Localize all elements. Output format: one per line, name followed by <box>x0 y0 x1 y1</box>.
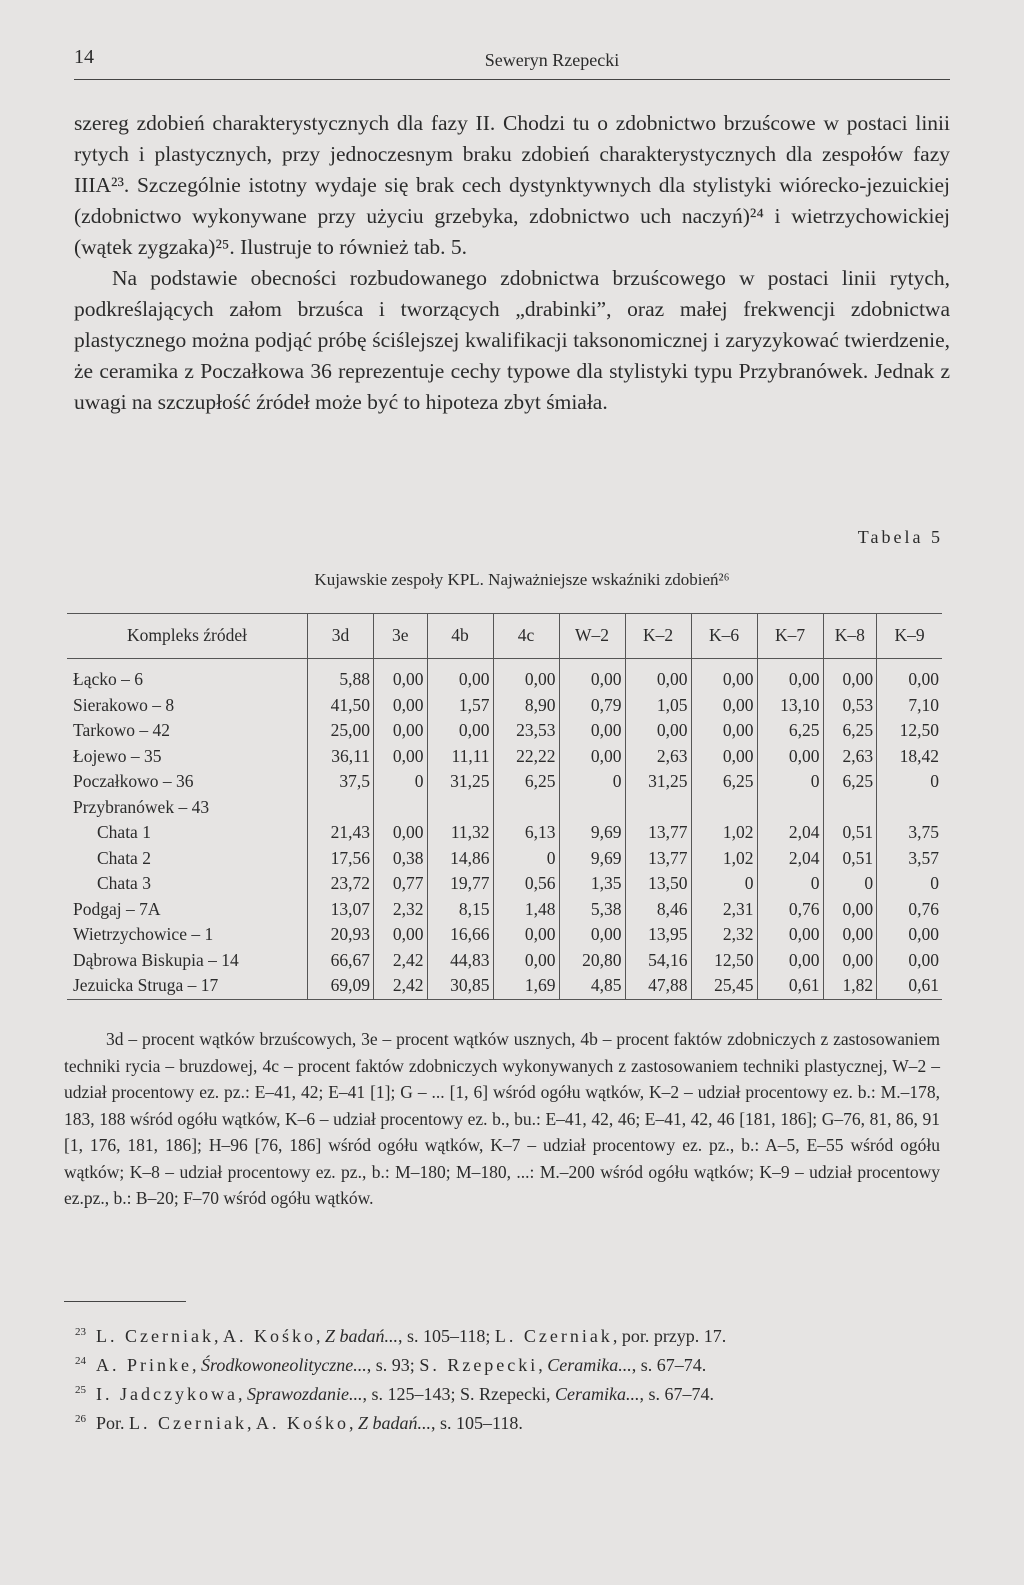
table-cell: 6,25 <box>493 769 559 795</box>
work-title: Sprawozdanie... <box>246 1384 363 1404</box>
row-label: Podgaj – 7A <box>73 898 161 919</box>
table-cell: 23,53 <box>493 718 559 744</box>
table-row <box>67 744 942 770</box>
table-cell: 0,00 <box>757 659 823 693</box>
table-cell: 0,00 <box>691 718 757 744</box>
table-cell: 0 <box>493 846 559 872</box>
table-cell: 0 <box>823 871 877 897</box>
table-cell: 6,25 <box>691 769 757 795</box>
table-cell: 2,04 <box>757 846 823 872</box>
table-cell: 2,31 <box>691 897 757 923</box>
table-cell: 0,00 <box>374 659 428 693</box>
table-cell: 18,42 <box>877 744 942 770</box>
row-label: Przybranówek – 43 <box>73 796 210 817</box>
table-label: Tabela 5 <box>857 527 943 547</box>
table-cell: 0,00 <box>691 693 757 719</box>
footnote-text: , s. 67–74. <box>631 1355 707 1375</box>
author-name: L. Czerniak <box>494 1326 613 1346</box>
table-cell: 0,00 <box>823 948 877 974</box>
table-cell <box>374 795 428 821</box>
col-header: 4c <box>493 614 559 659</box>
footnote-text: , <box>315 1326 325 1346</box>
running-title: Seweryn Rzepecki <box>484 50 620 70</box>
table-cell: 0,38 <box>374 846 428 872</box>
col-header: Kompleks źródeł <box>67 614 308 659</box>
table-cell <box>427 795 493 821</box>
author-name: A. Prinke <box>96 1355 192 1375</box>
table-row <box>67 795 942 821</box>
table-cell: 8,15 <box>427 897 493 923</box>
col-header: K–6 <box>691 614 757 659</box>
table-cell: 0,00 <box>691 659 757 693</box>
table-cell: 0,56 <box>493 871 559 897</box>
table-cell: 22,22 <box>493 744 559 770</box>
table-cell: 2,42 <box>374 948 428 974</box>
table-cell: 1,02 <box>691 820 757 846</box>
col-header: K–8 <box>823 614 877 659</box>
table-cell: 0,00 <box>374 744 428 770</box>
table-cell: 2,04 <box>757 820 823 846</box>
work-title: Ceramika... <box>554 1384 640 1404</box>
table-cell: 69,09 <box>308 973 374 999</box>
table-cell: 0 <box>877 769 942 795</box>
table-cell: 0 <box>691 871 757 897</box>
table-cell: 11,11 <box>427 744 493 770</box>
table-cell: 0,76 <box>757 897 823 923</box>
table-cell <box>559 795 625 821</box>
footnote-text: , s. 105–118. <box>431 1413 523 1433</box>
work-title: Środkowoneolityczne... <box>201 1355 367 1375</box>
running-header <box>74 46 950 76</box>
table-cell: 25,45 <box>691 973 757 999</box>
table-caption: Kujawskie zespoły KPL. Najważniejsze wskaźniki zdobień²⁶ <box>314 570 730 589</box>
table-cell: 1,02 <box>691 846 757 872</box>
table-cell: 0,61 <box>757 973 823 999</box>
work-title: Ceramika... <box>547 1355 632 1375</box>
col-header: K–2 <box>625 614 691 659</box>
footnote-number: 26 <box>75 1413 86 1425</box>
table-cell <box>691 795 757 821</box>
table-row <box>67 769 942 795</box>
author-name: L. Czerniak <box>129 1413 247 1433</box>
table-cell: 0,00 <box>823 897 877 923</box>
table-cell: 0,79 <box>559 693 625 719</box>
col-header: K–9 <box>877 614 942 659</box>
row-label: Chata 1 <box>97 822 151 842</box>
table-row <box>67 718 942 744</box>
table-cell: 0,00 <box>374 718 428 744</box>
footnote-text: , por. przyp. 17. <box>612 1326 727 1346</box>
table-row <box>67 693 942 719</box>
table-cell: 0,76 <box>877 897 942 923</box>
col-header: W–2 <box>559 614 625 659</box>
col-header: K–7 <box>757 614 823 659</box>
table-cell: 0,00 <box>823 922 877 948</box>
footnote-text: , <box>349 1413 358 1433</box>
table-cell: 37,5 <box>308 769 374 795</box>
work-title: Z badań... <box>358 1413 432 1433</box>
table-cell: 6,25 <box>823 718 877 744</box>
table-cell: 0,00 <box>757 948 823 974</box>
table-cell: 3,75 <box>877 820 942 846</box>
row-label: Sierakowo – 8 <box>73 694 175 715</box>
footnote-text: , s. 105–118; <box>398 1326 495 1346</box>
row-label: Łojewo – 35 <box>73 745 162 766</box>
table-cell: 6,13 <box>493 820 559 846</box>
table-cell: 0,51 <box>823 846 877 872</box>
work-title: Z badań... <box>324 1326 398 1346</box>
table-cell: 5,38 <box>559 897 625 923</box>
table-cell: 0 <box>374 769 428 795</box>
paragraph-2: Na podstawie obecności rozbudowanego zdobnictwa brzuścowego w postaci linii rytych, podkreślających załom brzuśca i tworzących „drabinki”, oraz małej frekwencji zdobnictwa plastycznego można podjąć próbę ściślejszej kwalifikacji taksonomicznej i zaryzykować twierdzenie, że ceramika z Poczałkowa 36 reprezentuje cechy typowe dla stylistyki typu Przybranówek. Jednak z uwagi na szczupłość źródeł może być to hipoteza zbyt śmiała. <box>74 266 950 414</box>
author-name: L. Czerniak <box>96 1326 214 1346</box>
footnote-text: , <box>192 1355 201 1375</box>
table-cell <box>877 795 942 821</box>
col-header: 3e <box>374 614 428 659</box>
body-text <box>74 108 950 418</box>
table-cell: 31,25 <box>625 769 691 795</box>
table-cell: 44,83 <box>427 948 493 974</box>
table-cell: 47,88 <box>625 973 691 999</box>
author-name: I. Jadczykowa <box>96 1384 238 1404</box>
table-cell: 36,11 <box>308 744 374 770</box>
table-row <box>67 973 942 999</box>
col-header: 3d <box>308 614 374 659</box>
table-cell: 2,32 <box>691 922 757 948</box>
table-cell: 41,50 <box>308 693 374 719</box>
table-cell: 11,32 <box>427 820 493 846</box>
table-cell: 3,57 <box>877 846 942 872</box>
table-cell: 13,77 <box>625 846 691 872</box>
table-cell: 0,53 <box>823 693 877 719</box>
table-cell: 6,25 <box>757 718 823 744</box>
table-cell: 6,25 <box>823 769 877 795</box>
table-cell: 0,00 <box>374 922 428 948</box>
table-row <box>67 948 942 974</box>
table-cell: 13,95 <box>625 922 691 948</box>
table-cell: 54,16 <box>625 948 691 974</box>
table-cell: 13,10 <box>757 693 823 719</box>
table-cell: 0,00 <box>559 744 625 770</box>
row-label: Chata 3 <box>97 873 151 893</box>
table-cell: 20,80 <box>559 948 625 974</box>
table-cell: 1,48 <box>493 897 559 923</box>
table-row <box>67 897 942 923</box>
footnote-text: , s. 93; <box>366 1355 420 1375</box>
table-header-row <box>67 614 942 659</box>
footnote-text: , <box>246 1413 256 1433</box>
table-cell: 17,56 <box>308 846 374 872</box>
table-cell: 0 <box>877 871 942 897</box>
table-cell: 0,00 <box>559 659 625 693</box>
table-cell: 0,00 <box>757 922 823 948</box>
table-cell: 4,85 <box>559 973 625 999</box>
table-cell: 0,00 <box>691 744 757 770</box>
table-cell: 0,00 <box>427 718 493 744</box>
table-cell: 13,50 <box>625 871 691 897</box>
footnote-number: 23 <box>75 1326 86 1338</box>
row-label: Łącko – 6 <box>73 669 143 689</box>
footnote <box>75 1349 946 1378</box>
table-cell: 0,61 <box>877 973 942 999</box>
header-rule <box>74 79 950 80</box>
table-note: 3d – procent wątków brzuścowych, 3e – procent wątków usznych, 4b – procent faktów zdobniczych z zastosowaniem techniki rycia – bruzdowej, 4c – procent faktów zdobniczych wykonywanych z zastosowaniem techniki plastycznej, W–2 – udział procentowy ez. pz.: E–41, 42; E–41 [1]; G – ... [1, 6] wśród ogółu wątków, K–2 – udział procentowy ez. b.: M.–178, 183, 188 wśród ogółu wątków, K–6 – udział procentowy ez. b., bu.: E–41, 42, 46; E–41, 42, 46 [181, 186]; G–76, 81, 86, 91 [1, 176, 181, 186]; H–96 [76, 186] wśród ogółu wątków, K–7 – udział procentowy ez. pz., b.: A–5, E–55 wśród ogółu wątków; K–8 – udział procentowy ez. pz., b.: M–180; M–180, ...: M.–200 wśród ogółu wątków; K–9 – udział procentowy ez.pz., b.: B–20; F–70 wśród ogółu wątków. <box>64 1029 940 1208</box>
table-cell: 2,63 <box>625 744 691 770</box>
indicators-table <box>67 613 942 1000</box>
author-name: A. Kośko <box>222 1326 316 1346</box>
table-cell <box>625 795 691 821</box>
table-cell: 0,00 <box>877 922 942 948</box>
table-cell: 0,51 <box>823 820 877 846</box>
footnote-rule <box>64 1301 186 1302</box>
table-cell: 9,69 <box>559 820 625 846</box>
table-cell: 7,10 <box>877 693 942 719</box>
footnote <box>75 1378 946 1407</box>
table-cell: 8,90 <box>493 693 559 719</box>
footnote-text: Por. <box>96 1413 130 1433</box>
footnote-text: , <box>538 1355 548 1375</box>
table-row <box>67 846 942 872</box>
table-cell: 0,00 <box>493 659 559 693</box>
table-cell: 12,50 <box>691 948 757 974</box>
table-cell: 12,50 <box>877 718 942 744</box>
table-cell: 1,82 <box>823 973 877 999</box>
table-cell: 1,35 <box>559 871 625 897</box>
table-cell: 66,67 <box>308 948 374 974</box>
footnote-number: 24 <box>75 1355 86 1367</box>
footnotes <box>75 1320 946 1436</box>
table-cell <box>823 795 877 821</box>
table-cell: 21,43 <box>308 820 374 846</box>
footnote-text: , <box>213 1326 223 1346</box>
table-cell: 1,05 <box>625 693 691 719</box>
table-cell: 2,63 <box>823 744 877 770</box>
table-cell: 14,86 <box>427 846 493 872</box>
table-cell: 0,00 <box>559 922 625 948</box>
table-row <box>67 922 942 948</box>
table-cell: 31,25 <box>427 769 493 795</box>
author-name: S. Rzepecki <box>419 1355 539 1375</box>
table-row <box>67 659 942 693</box>
table-cell: 0,00 <box>625 659 691 693</box>
table-cell: 0,00 <box>493 948 559 974</box>
row-label: Dąbrowa Biskupia – 14 <box>73 949 239 970</box>
table-cell: 16,66 <box>427 922 493 948</box>
table-cell: 2,32 <box>374 897 428 923</box>
table-row <box>67 871 942 897</box>
page-number: 14 <box>74 46 94 68</box>
table-cell: 20,93 <box>308 922 374 948</box>
table-cell: 0,00 <box>427 659 493 693</box>
table-cell: 13,77 <box>625 820 691 846</box>
footnote-number: 25 <box>75 1384 86 1396</box>
paragraph-1: szereg zdobień charakterystycznych dla fazy II. Chodzi tu o zdobnictwo brzuścowe w postaci linii rytych i plastycznych, przy jednoczesnym braku zdobień charakterystycznych dla zespołów fazy IIIA²³. Szczególnie istotny wydaje się brak cech dystynktywnych dla stylistyki wiórecko-jezuickiej (zdobnictwo wykonywane przy użyciu grzebyka, zdobnictwo uch naczyń)²⁴ i wietrzychowickiej (wątek zygzaka)²⁵. Ilustruje to również tab. 5. <box>74 111 950 259</box>
row-label: Chata 2 <box>97 847 151 868</box>
col-header: 4b <box>427 614 493 659</box>
table-row <box>67 820 942 846</box>
table-cell <box>493 795 559 821</box>
table-cell: 1,57 <box>427 693 493 719</box>
table-cell: 25,00 <box>308 718 374 744</box>
table-cell: 0 <box>757 871 823 897</box>
table-cell: 0,00 <box>877 948 942 974</box>
footnote-text: , s. 125–143; S. Rzepecki, <box>362 1384 555 1404</box>
table-cell: 8,46 <box>625 897 691 923</box>
table-cell: 0,00 <box>757 744 823 770</box>
footnote <box>75 1320 946 1349</box>
row-label: Tarkowo – 42 <box>73 720 170 740</box>
table-cell: 0,00 <box>823 659 877 693</box>
table-cell: 23,72 <box>308 871 374 897</box>
footnote <box>75 1407 946 1436</box>
table-cell: 30,85 <box>427 973 493 999</box>
row-label: Wietrzychowice – 1 <box>73 924 214 944</box>
table-cell: 5,88 <box>308 659 374 693</box>
table-cell: 13,07 <box>308 897 374 923</box>
table-cell: 0,00 <box>625 718 691 744</box>
footnote-text: , <box>237 1384 247 1404</box>
table-cell: 0 <box>559 769 625 795</box>
table-cell: 0,00 <box>374 693 428 719</box>
footnote-text: , s. 67–74. <box>639 1384 714 1404</box>
row-label: Jezuicka Struga – 17 <box>73 975 219 995</box>
table-cell <box>308 795 374 821</box>
table-cell: 0,77 <box>374 871 428 897</box>
table-cell: 0,00 <box>877 659 942 693</box>
table-cell: 2,42 <box>374 973 428 999</box>
table-cell: 9,69 <box>559 846 625 872</box>
row-label: Poczałkowo – 36 <box>73 771 194 791</box>
table-cell <box>757 795 823 821</box>
table-cell: 0 <box>757 769 823 795</box>
table-cell: 1,69 <box>493 973 559 999</box>
author-name: A. Kośko <box>255 1413 349 1433</box>
table-cell: 0,00 <box>559 718 625 744</box>
table-cell: 19,77 <box>427 871 493 897</box>
table-cell: 0,00 <box>493 922 559 948</box>
table-cell: 0,00 <box>374 820 428 846</box>
